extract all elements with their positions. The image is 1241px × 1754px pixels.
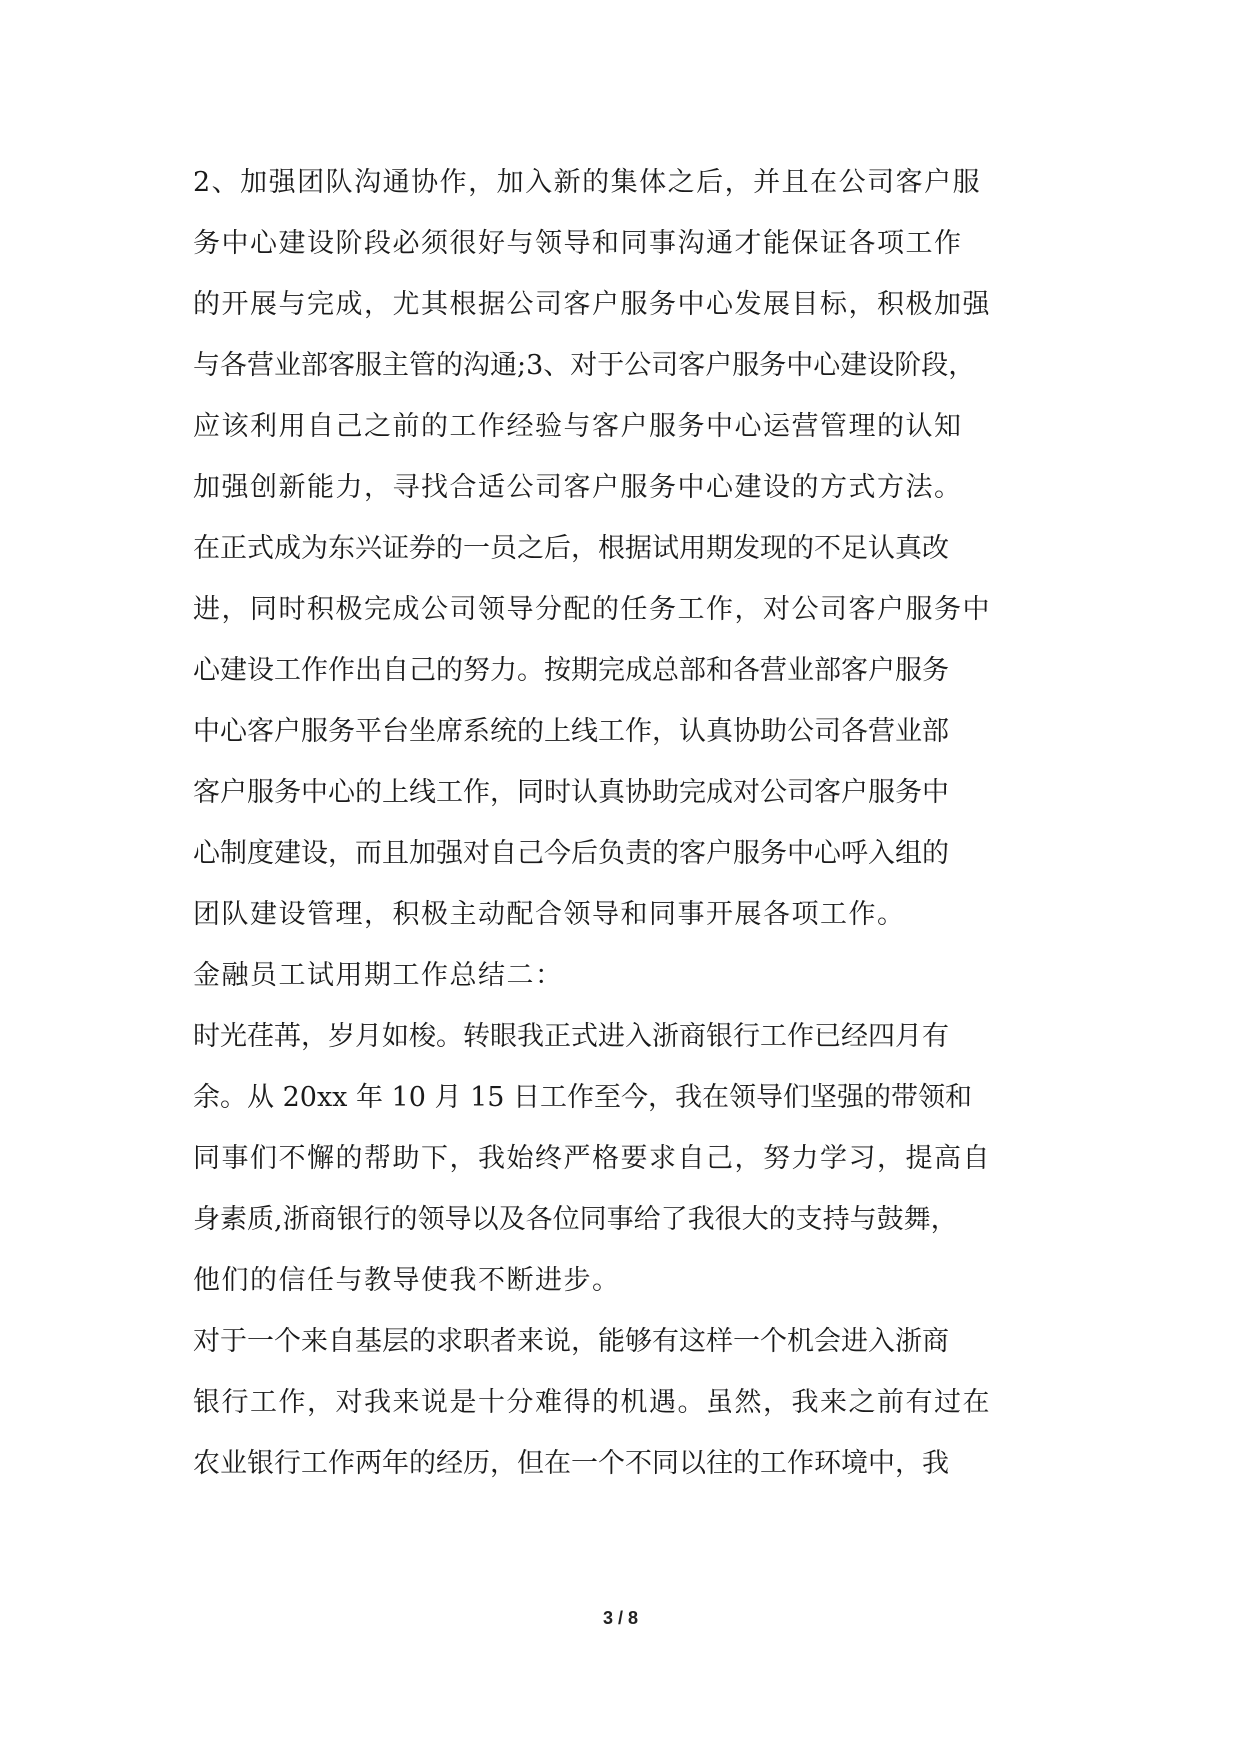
- text-line: 团队建设管理，积极主动配合领导和同事开展各项工作。: [193, 899, 906, 930]
- text-line: 他们的信任与教导使我不断进步。: [193, 1265, 621, 1296]
- text-line: 应该利用自己之前的工作经验与客户服务中心运营管理的认知: [193, 411, 963, 442]
- text-line: 农业银行工作两年的经历，但在一个不同以往的工作环境中，我: [193, 1448, 949, 1479]
- text-line: 心建设工作作出自己的努力。按期完成总部和各营业部客户服务: [193, 655, 949, 686]
- text-line: 的开展与完成，尤其根据公司客户服务中心发展目标，积极加强: [193, 289, 991, 320]
- text-line: 银行工作，对我来说是十分难得的机遇。虽然，我来之前有过在: [193, 1387, 991, 1418]
- text-line: 在正式成为东兴证券的一员之后，根据试用期发现的不足认真改: [193, 533, 949, 564]
- text-line: 对于一个来自基层的求职者来说，能够有这样一个机会进入浙商: [193, 1326, 949, 1357]
- text-line: 与各营业部客服主管的沟通;3、对于公司客户服务中心建设阶段，: [193, 350, 976, 381]
- text-line: 时光荏苒，岁月如梭。转眼我正式进入浙商银行工作已经四月有: [193, 1021, 949, 1052]
- text-line: 余。从 20xx 年 10 月 15 日工作至今，我在领导们坚强的带领和: [193, 1082, 973, 1113]
- text-line: 务中心建设阶段必须很好与领导和同事沟通才能保证各项工作: [193, 228, 963, 259]
- text-line: 加强创新能力，寻找合适公司客户服务中心建设的方式方法。: [193, 472, 963, 503]
- section-heading: 金融员工试用期工作总结二：: [193, 960, 564, 991]
- text-line: 中心客户服务平台坐席系统的上线工作，认真协助公司各营业部: [193, 716, 949, 747]
- text-line: 2、加强团队沟通协作，加入新的集体之后，并且在公司客户服: [193, 167, 982, 198]
- page-number: 3 / 8: [602, 1608, 639, 1628]
- text-line: 身素质,浙商银行的领导以及各位同事给了我很大的支持与鼓舞，: [193, 1204, 958, 1235]
- text-line: 进，同时积极完成公司领导分配的任务工作，对公司客户服务中: [193, 594, 991, 625]
- text-line: 客户服务中心的上线工作，同时认真协助完成对公司客户服务中: [193, 777, 949, 808]
- text-line: 心制度建设，而且加强对自己今后负责的客户服务中心呼入组的: [193, 838, 949, 869]
- text-line: 同事们不懈的帮助下，我始终严格要求自己，努力学习，提高自: [193, 1143, 991, 1174]
- body-text: [193, 152, 1053, 1494]
